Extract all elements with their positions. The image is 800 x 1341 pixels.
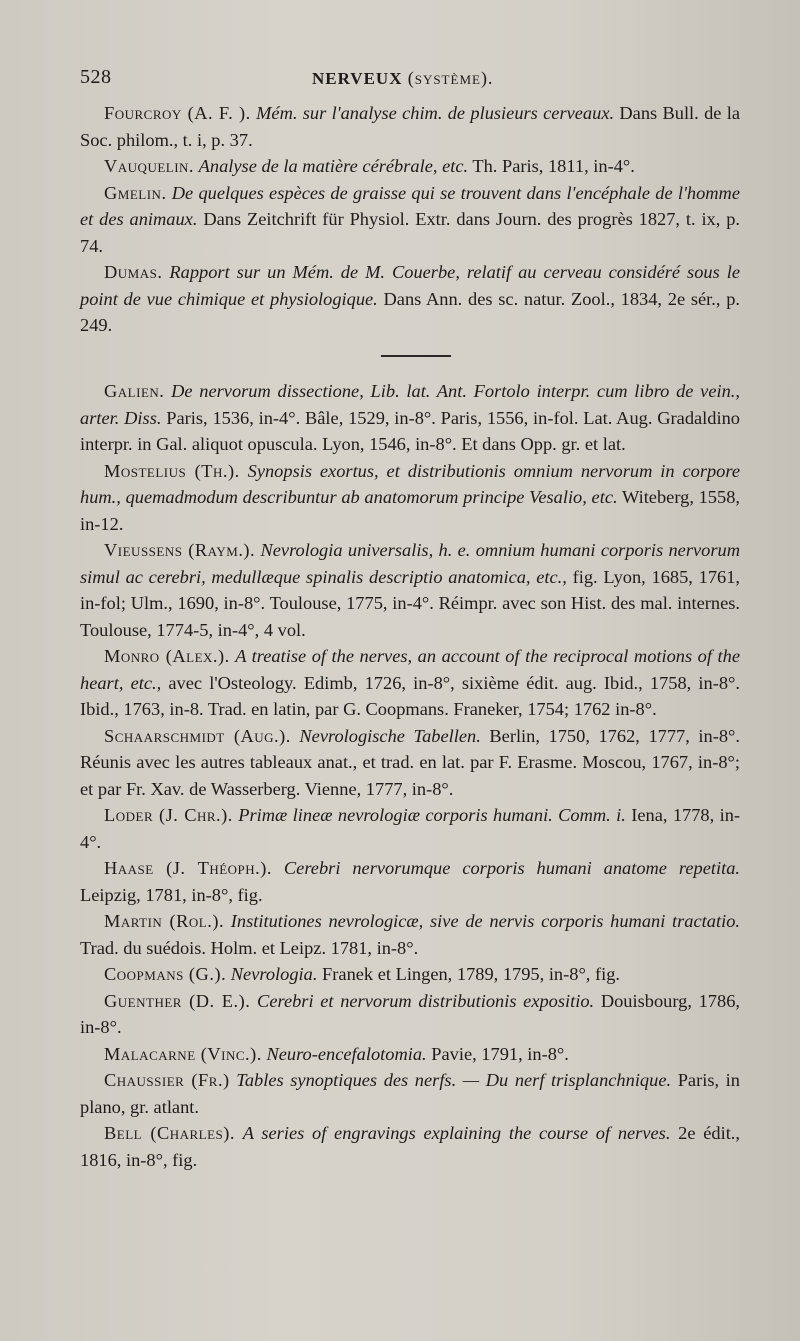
- entry-details: Iena, 1778, in-4°.: [80, 805, 741, 852]
- bibliography-entry: [80, 1067, 740, 1120]
- entry-author: Fourcroy (A. F. ).: [104, 103, 251, 123]
- bibliography-entry: [80, 153, 740, 180]
- entry-author: Schaarschmidt (Aug.).: [104, 725, 291, 746]
- entry-author: Loder (J. Chr.).: [104, 805, 233, 825]
- bibliography-entry: [80, 988, 740, 1041]
- entry-author: Mostelius (Th.).: [104, 460, 240, 481]
- bibliography-entry: [80, 458, 740, 538]
- entry-title: Synopsis exortus, et distributionis omnium nervorum in corpore hum., quemadmodum describuntur ab anatomorum principe Vesalio, etc.: [80, 460, 741, 507]
- entry-title: Nevrologia universalis, h. e. omnium humani corporis nervorum simul ac cerebri, medullæque spinalis descriptio anatomica, etc.,: [80, 540, 740, 587]
- entry-details: Leipzig, 1781, in-8°, fig.: [80, 884, 263, 905]
- entry-details: 2e édit., 1816, in-8°, fig.: [80, 1123, 741, 1170]
- entry-author: Vauquelin.: [104, 156, 195, 176]
- bibliography-entry: [80, 259, 740, 339]
- bibliography-entry: [80, 378, 740, 458]
- entry-title: Nevrologia.: [230, 964, 318, 984]
- entry-title: Institutiones nevrologicæ, sive de nervis corporis humani tractatio.: [230, 911, 740, 931]
- entry-title: Neuro-encefalotomia.: [266, 1043, 427, 1064]
- entry-author: Haase (J. Théoph.).: [104, 858, 272, 878]
- entry-title: Nevrologische Tabellen.: [299, 725, 481, 746]
- bibliography-entry: [80, 802, 740, 855]
- bibliography-entry: [80, 643, 740, 723]
- bibliography-entry: [80, 1041, 740, 1068]
- entry-title: Primæ lineæ nevrologiæ corporis humani. Comm. i.: [238, 805, 626, 825]
- entry-details: Th. Paris, 1811, in-4°.: [468, 156, 635, 176]
- entry-author: Chaussier (Fr.): [104, 1070, 230, 1090]
- entry-title: Tables synoptiques des nerfs. — Du nerf trisplanchnique.: [236, 1070, 672, 1090]
- entry-title: Mém. sur l'analyse chim. de plusieurs cerveaux.: [256, 103, 615, 123]
- bibliography-entry: [80, 961, 740, 988]
- entry-details: Dans Zeitchrift für Physiol. Extr. dans Journ. des progrès 1827, t. ix, p. 74.: [80, 209, 741, 256]
- entry-author: Vieussens (Raym.).: [104, 540, 256, 560]
- entry-details: Pavie, 1791, in-8°.: [426, 1043, 569, 1064]
- bibliography-entry: [80, 180, 740, 260]
- entry-details: fig. Lyon, 1685, 1761, in-fol; Ulm., 1690, in-8°. Toulouse, 1775, in-4°. Réimpr. avec son Hist. des mal. internes. Toulouse, 1774-5, in-4°, 4 vol.: [80, 566, 741, 640]
- entry-author: Monro (Alex.).: [104, 646, 230, 666]
- running-head-title: NERVEUX: [312, 69, 403, 88]
- bibliography-entry: [80, 1120, 740, 1173]
- entry-title: De nervorum dissectione, Lib. lat. Ant. Fortolo interpr. cum libro de vein., arter. Diss.: [80, 381, 741, 428]
- entry-details: Paris, in plano, gr. atlant.: [80, 1070, 740, 1117]
- running-head-subtitle: (système).: [407, 68, 494, 88]
- running-head: [312, 68, 493, 89]
- entry-author: Malacarne (Vinc.).: [104, 1043, 262, 1064]
- entry-details: Dans Bull. de la Soc. philom., t. i, p. 37.: [80, 103, 740, 150]
- entry-author: Galien.: [104, 381, 165, 401]
- bibliography-block-chemistry: [80, 100, 740, 339]
- entry-details: Franek et Lingen, 1789, 1795, in-8°, fig.: [317, 964, 621, 984]
- entry-details: Trad. du suédois. Holm. et Leipz. 1781, in-8°.: [80, 937, 419, 958]
- entry-author: Coopmans (G.).: [104, 964, 227, 984]
- entry-details: avec l'Osteology. Edimb, 1726, in-8°, sixième édit. aug. Ibid., 1758, in-8°. Ibid., 1763, in-8. Trad. en latin, par G. Coopmans. Franeker, 1754; 1762 in-8°.: [80, 672, 740, 719]
- bibliography-entry: [80, 908, 740, 961]
- bibliography-entry: [80, 537, 740, 643]
- entry-author: Gmelin.: [104, 182, 167, 203]
- entry-title: Rapport sur un Mém. de M. Couerbe, relatif au cerveau considéré sous le point de vue chimique et physiologique.: [80, 262, 740, 309]
- entry-title: Cerebri nervorumque corporis humani anatome repetita.: [283, 858, 740, 878]
- entry-title: De quelques espèces de graisse qui se trouvent dans l'encéphale de l'homme et des animaux.: [80, 182, 740, 229]
- entry-title: A series of engravings explaining the course of nerves.: [242, 1123, 671, 1143]
- bibliography-entry: [80, 855, 740, 908]
- entry-title: Analyse de la matière cérébrale, etc.: [198, 156, 469, 176]
- entry-details: Dans Ann. des sc. natur. Zool., 1834, 2e sér., p. 249.: [80, 288, 740, 335]
- entry-author: Dumas.: [104, 262, 163, 282]
- entry-title: Cerebri et nervorum distributionis expositio.: [257, 990, 595, 1011]
- entry-title: A treatise of the nerves, an account of the reciprocal motions of the heart, etc.,: [80, 646, 740, 693]
- bibliography-block-nevrology: [80, 378, 740, 1173]
- entry-details: Witeberg, 1558, in-12.: [80, 487, 740, 534]
- entry-details: Berlin, 1750, 1762, 1777, in-8°. Réunis avec les autres tableaux anat., et trad. en lat. par F. Erasme. Moscou, 1767, in-8°; et par Fr. Xav. de Wasserberg. Vienne, 1777, in-8°.: [80, 725, 740, 799]
- entry-author: Guenther (D. E.).: [104, 990, 251, 1011]
- bibliography-entry: [80, 723, 740, 803]
- entry-author: Martin (Rol.).: [104, 911, 225, 931]
- entry-details: Douisbourg, 1786, in-8°.: [80, 990, 740, 1037]
- page-number: 528: [80, 66, 112, 88]
- entry-author: Bell (Charles).: [104, 1123, 235, 1143]
- entry-details: Paris, 1536, in-4°. Bâle, 1529, in-8°. Paris, 1556, in-fol. Lat. Aug. Gradaldino interpr. in Gal. aliquot opuscula. Lyon, 1546, in-8°. Et dans Opp. gr. et lat.: [80, 407, 740, 454]
- bibliography-entry: [80, 100, 740, 153]
- page-header: [80, 66, 740, 96]
- section-divider: [381, 355, 451, 357]
